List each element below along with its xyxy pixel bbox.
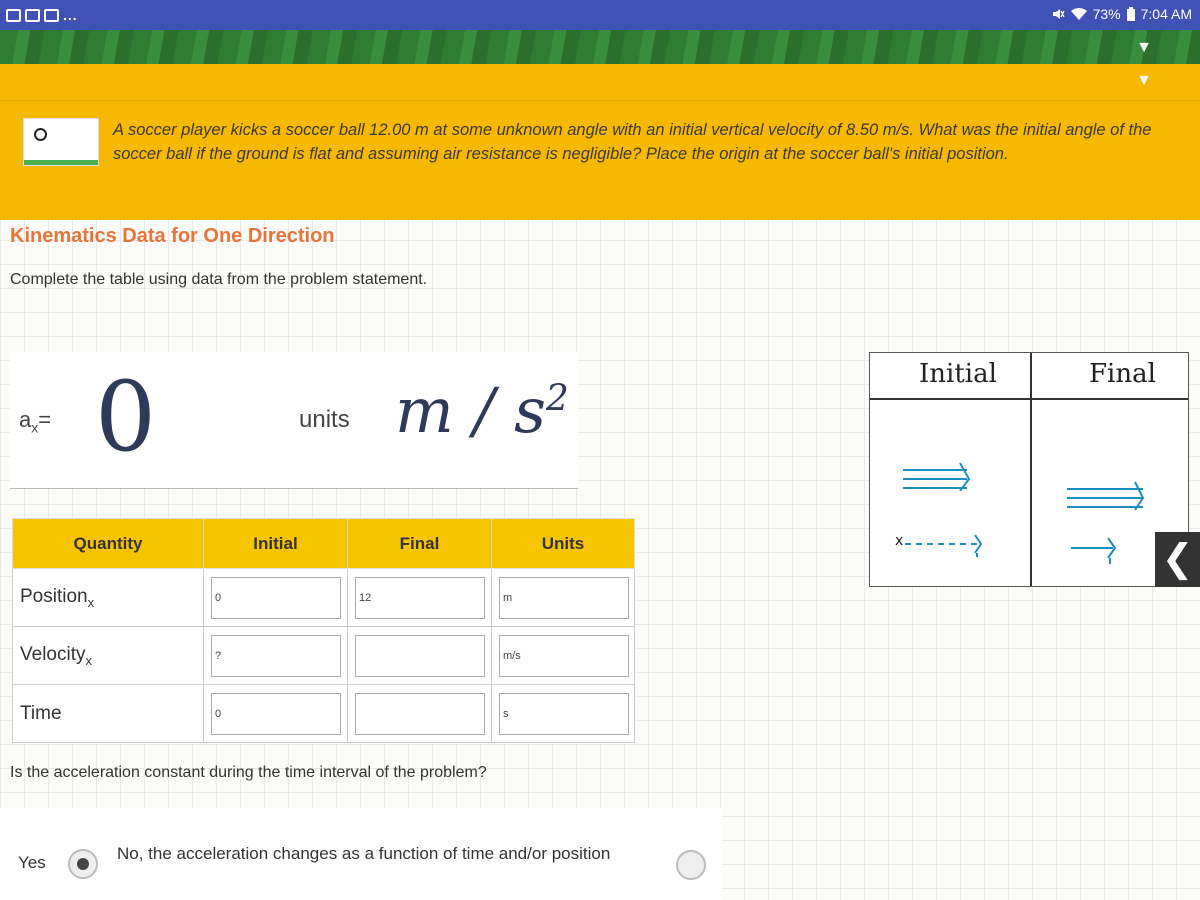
soccer-ball-icon	[34, 128, 47, 141]
status-bar	[0, 0, 1200, 30]
instruction-text: Complete the table using data from the problem statement.	[10, 271, 428, 288]
cell-final	[348, 569, 492, 627]
row-label-text: Velocity	[20, 643, 86, 665]
table-header-row	[13, 519, 635, 569]
units-value[interactable]	[395, 374, 569, 447]
acceleration-symbol: a	[19, 407, 32, 432]
position-final-input[interactable]: 12	[355, 577, 485, 619]
cell-units	[492, 569, 635, 627]
row-label-subscript: x	[85, 652, 92, 668]
row-label-subscript: x	[87, 594, 95, 610]
header-units: Units	[492, 519, 635, 569]
cell-initial	[204, 685, 348, 743]
battery-icon	[1127, 7, 1135, 21]
cell-units	[492, 627, 635, 685]
clock: 7:04 AM	[1140, 6, 1192, 22]
header-initial: Initial	[204, 519, 348, 569]
image-icon	[25, 9, 40, 22]
diagram-header-initial: Initial	[919, 359, 997, 389]
collapse-bar	[0, 64, 1200, 101]
gallery-icon	[6, 9, 21, 22]
acceleration-value[interactable]: 0	[95, 361, 157, 473]
grass-strip	[24, 160, 98, 165]
final-acceleration-arrow-icon	[1064, 481, 1149, 511]
row-label-velocity	[13, 627, 204, 685]
position-units-input[interactable]: m	[499, 577, 629, 619]
multiple-choice	[0, 808, 722, 900]
problem-statement	[0, 101, 1200, 220]
position-initial-input[interactable]: 0	[211, 577, 341, 619]
cell-initial	[204, 569, 348, 627]
section-title: Kinematics Data for One Direction	[10, 225, 335, 247]
kinematics-table	[12, 518, 635, 743]
header-quantity: Quantity	[13, 519, 204, 569]
cell-units	[492, 685, 635, 743]
table-row-time	[13, 685, 635, 743]
diagram-header-final: Final	[1089, 359, 1156, 389]
header-final: Final	[348, 519, 492, 569]
time-final-input[interactable]	[355, 693, 485, 735]
cell-initial	[204, 627, 348, 685]
equals-sign: =	[38, 407, 52, 432]
units-label: units	[299, 406, 350, 433]
radio-yes[interactable]	[68, 849, 98, 879]
wifi-icon	[1071, 7, 1087, 21]
battery-percent: 73%	[1092, 6, 1121, 22]
velocity-initial-input[interactable]: ?	[211, 635, 341, 677]
message-icon	[44, 9, 59, 22]
units-exponent: 2	[545, 378, 569, 420]
time-units-input[interactable]: s	[499, 693, 629, 735]
initial-acceleration-arrow-icon	[900, 461, 975, 491]
final-velocity-arrow-icon	[1068, 536, 1123, 566]
chevron-down-icon[interactable]: ▼	[1136, 72, 1152, 89]
chevron-left-icon: ❮	[1161, 538, 1194, 580]
table-row-position	[13, 569, 635, 627]
row-label-text: Time	[20, 702, 62, 724]
acceleration-panel	[10, 352, 578, 489]
question-text: Is the acceleration constant during the time interval of the problem?	[10, 764, 487, 781]
row-label-time	[13, 685, 204, 743]
more-notifications: ...	[63, 7, 78, 23]
table-row-velocity	[13, 627, 635, 685]
velocity-units-input[interactable]: m/s	[499, 635, 629, 677]
diagram-header-divider	[870, 398, 1188, 400]
acceleration-label	[19, 407, 51, 435]
mute-icon	[1051, 7, 1065, 21]
row-label-text: Position	[20, 585, 88, 607]
row-label-position	[13, 569, 204, 627]
velocity-final-input[interactable]	[355, 635, 485, 677]
option-no-label: No, the acceleration changes as a function of time and/or position	[117, 844, 611, 863]
radio-no[interactable]	[676, 850, 706, 880]
units-text: m / s	[395, 374, 546, 447]
time-initial-input[interactable]: 0	[211, 693, 341, 735]
cell-final	[348, 685, 492, 743]
cell-final	[348, 627, 492, 685]
option-yes-label: Yes	[18, 853, 46, 872]
problem-text: A soccer player kicks a soccer ball 12.00 m at some unknown angle with an initial vertical velocity of 8.50 m/s. What was the initial angle of the soccer ball if the ground is flat and assuming air resistance is negligible? Place the origin at the soccer ball's initial position.	[113, 121, 1152, 163]
diagram-column-divider	[1030, 353, 1032, 586]
side-panel-toggle[interactable]	[1155, 532, 1200, 587]
app-banner	[0, 30, 1200, 64]
initial-velocity-arrow-icon	[895, 529, 990, 559]
problem-thumbnail[interactable]	[23, 118, 99, 166]
diagram-x-label: x	[895, 533, 904, 549]
chevron-down-icon[interactable]: ▼	[1136, 39, 1152, 56]
notification-icons	[6, 7, 78, 23]
acceleration-subscript: x	[31, 419, 39, 436]
system-icons	[1051, 6, 1192, 22]
motion-diagram	[869, 352, 1189, 587]
